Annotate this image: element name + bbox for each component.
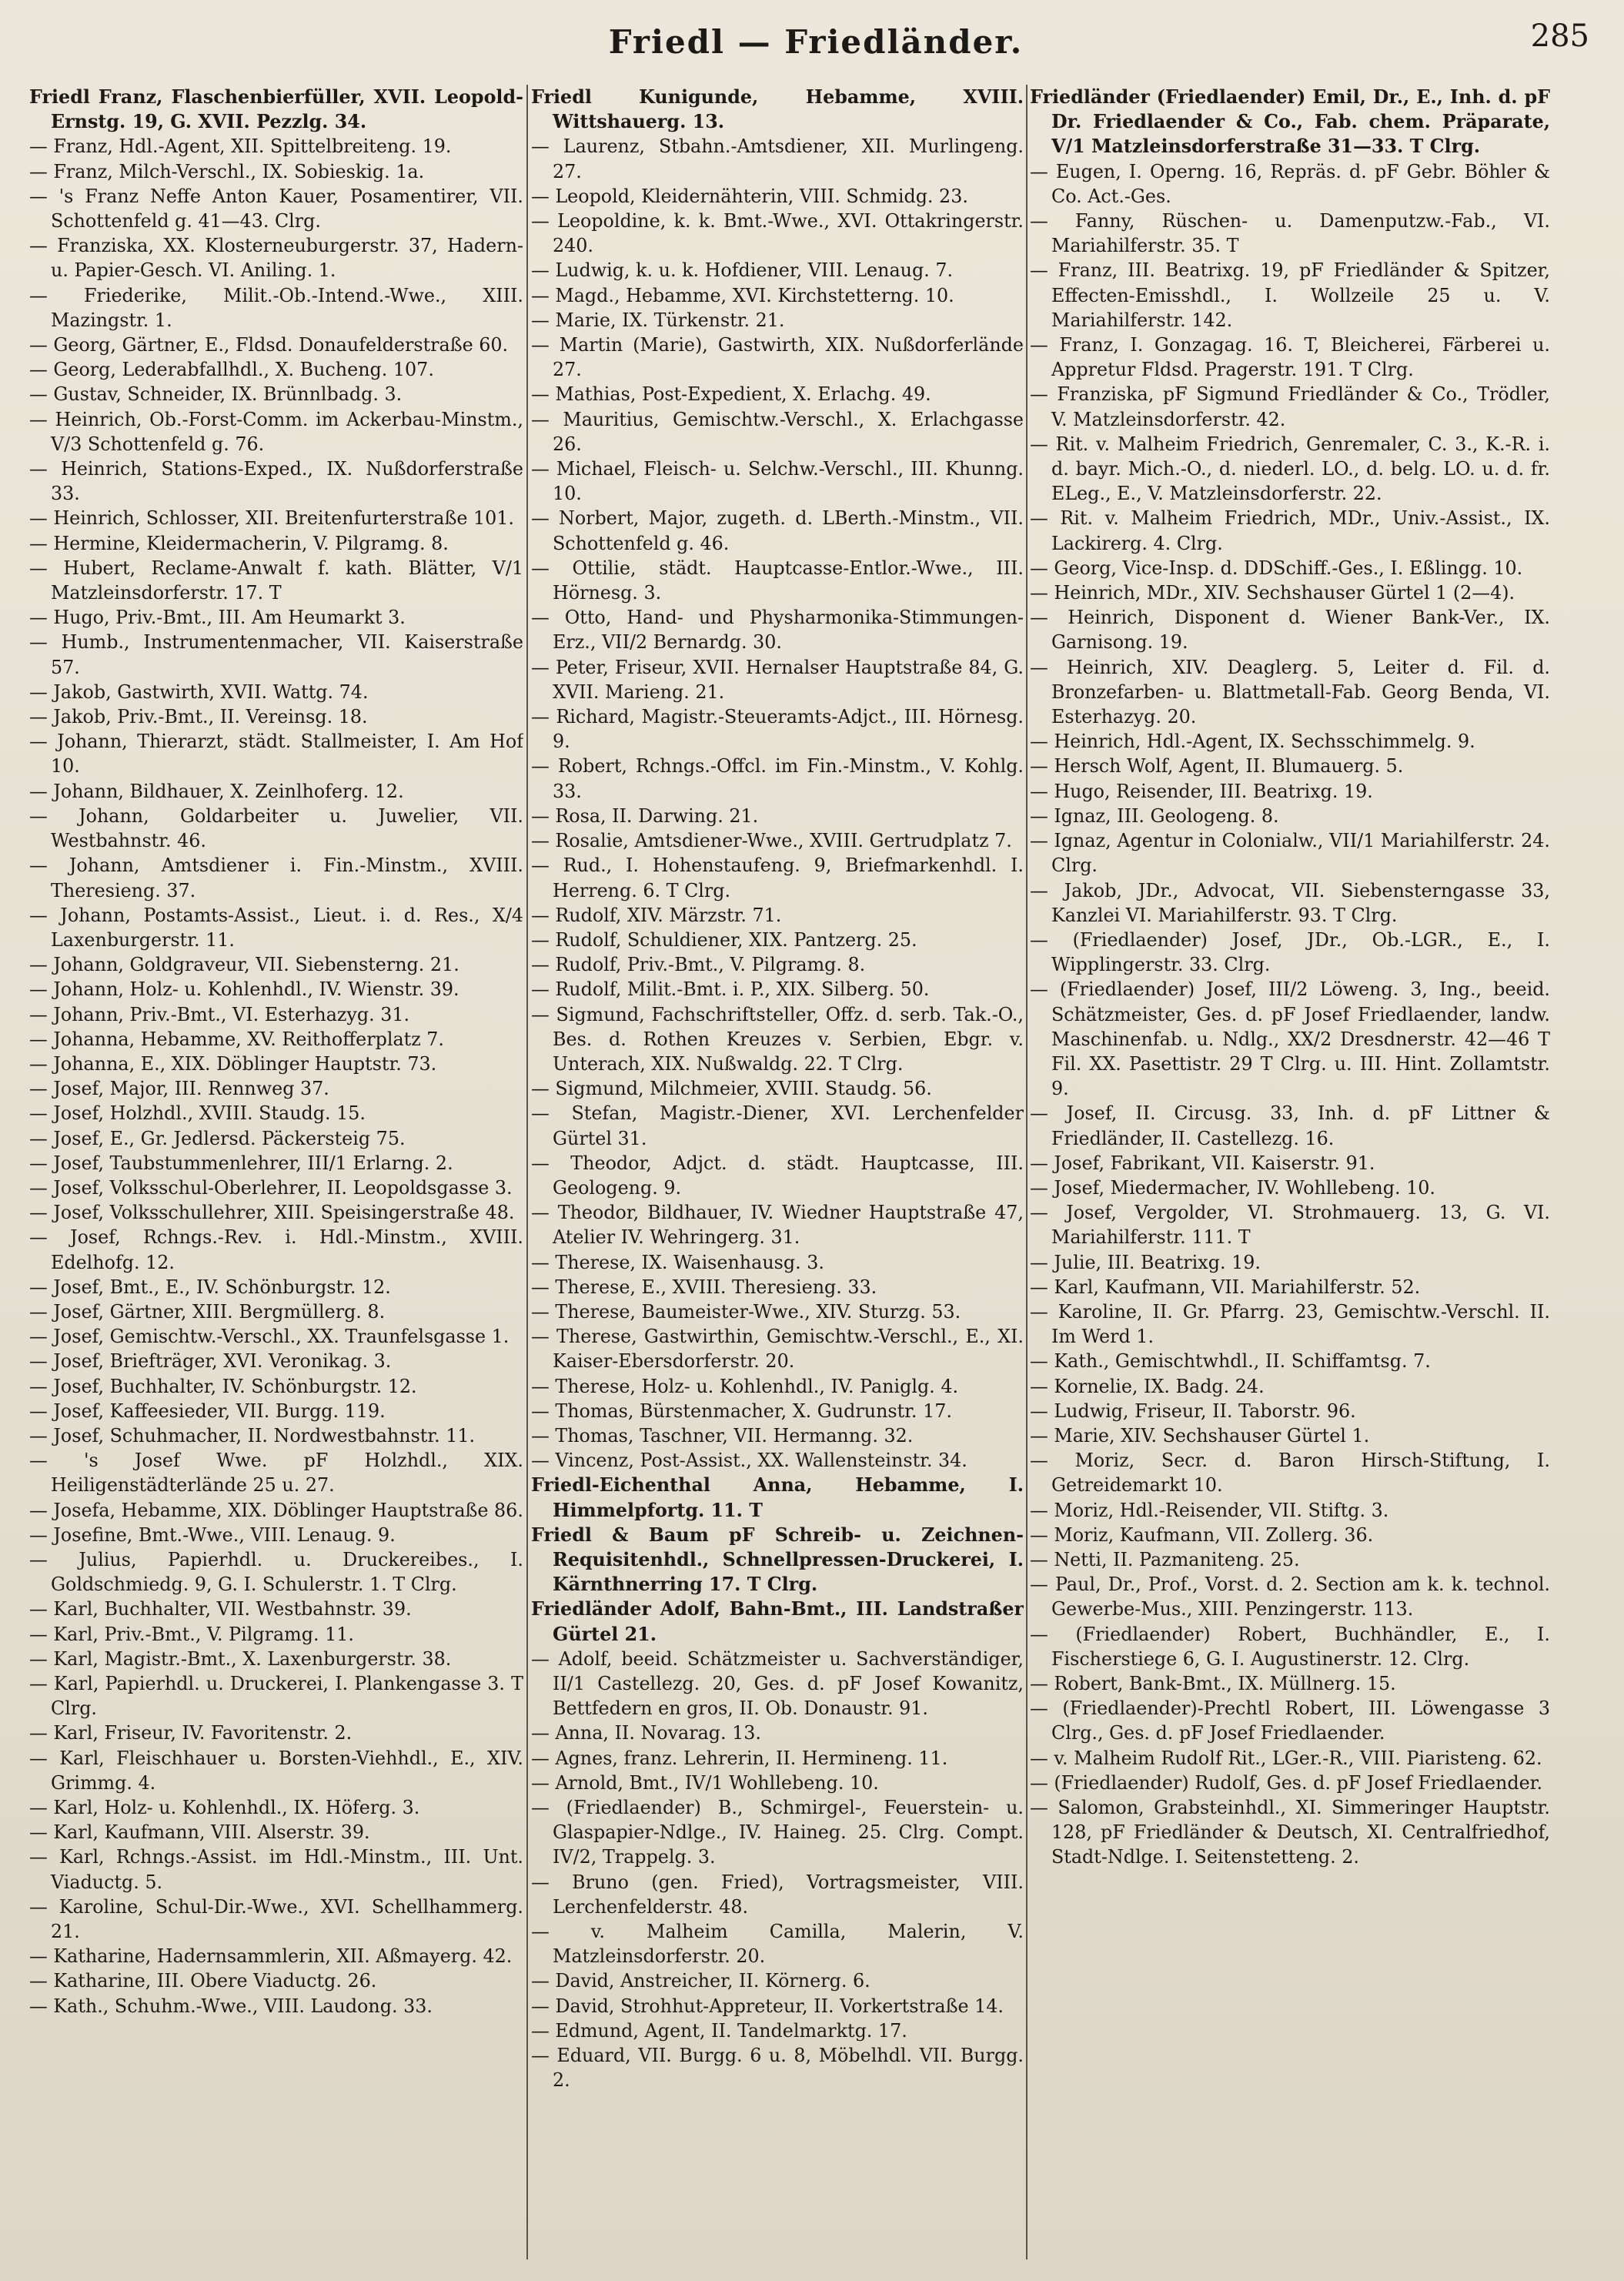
directory-entry: — Johann, Priv.-Bmt., VI. Esterhazyg. 31.: [29, 1003, 410, 1025]
directory-entry: — Georg, Gärtner, E., Fldsd. Donaufelderstraße 60.: [29, 334, 509, 356]
directory-entry: — Johann, Amtsdiener i. Fin.-Minstm., XVIII. Theresieng. 37.: [29, 855, 523, 901]
directory-entry: — Josef, Briefträger, XVI. Veronikag. 3.: [29, 1350, 392, 1373]
directory-entry: — (Friedlaender) Josef, JDr., Ob.-LGR., E., I. Wipplingerstr. 33. Clrg.: [1030, 928, 1550, 976]
directory-entry: — Otto, Hand- und Physharmonika-Stimmungen-Erz., VII/2 Bernardg. 30.: [531, 607, 1024, 654]
directory-entry: — Sigmund, Fachschriftsteller, Offz. d. serb. Tak.-O., Bes. d. Rothen Kreuzes v. Serbien, Ebgr. v. Unterach, XIX. Nußwaldg. 22. T Clrg.: [531, 1003, 1024, 1075]
directory-entry: — Robert, Bank-Bmt., IX. Müllnerg. 15.: [1030, 1673, 1396, 1694]
directory-entry: — v. Malheim Camilla, Malerin, V. Matzleinsdorferstr. 20.: [531, 1921, 1024, 1968]
directory-entry: — Karl, Fleischhauer u. Borsten-Viehhdl., E., XIV. Grimmg. 4.: [29, 1747, 523, 1794]
directory-entry: — Stefan, Magistr.-Diener, XVI. Lerchenfelder Gürtel 31.: [531, 1102, 1024, 1149]
directory-entry: — Josef, Kaffeesieder, VII. Burgg. 119.: [29, 1400, 386, 1422]
directory-entry: — Rit. v. Malheim Friedrich, Genremaler, C. 3., K.-R. i. d. bayr. Mich.-O., d. niederl. LO., d. belg. LO. u. d. fr. ELeg., E., V. Matzleinsdorferstr. 22.: [1030, 433, 1550, 505]
directory-entry: — Edmund, Agent, II. Tandelmarktg. 17.: [531, 2019, 907, 2042]
directory-entry: — Leopoldine, k. k. Bmt.-Wwe., XVI. Ottakringerstr. 240.: [531, 210, 1024, 257]
directory-entry: Friedl Franz, Flaschenbierfüller, XVII. Leopold-Ernstg. 19, G. XVII. Pezzlg. 34.: [29, 86, 523, 133]
directory-entry: — Laurenz, Stbahn.-Amtsdiener, XII. Murlingeng. 27.: [531, 135, 1024, 182]
directory-entry: — Rosalie, Amtsdiener-Wwe., XVIII. Gertrudplatz 7.: [531, 830, 1012, 852]
directory-entry: — Josef, E., Gr. Jedlersd. Päckersteig 75.: [29, 1127, 406, 1149]
directory-entry: — Therese, Holz- u. Kohlenhdl., IV. Paniglg. 4.: [531, 1375, 959, 1397]
directory-entry: — Franz, Milch-Verschl., IX. Sobieskig. 1a.: [29, 160, 425, 182]
directory-entry: Friedl Kunigunde, Hebamme, XVIII. Wittshauerg. 13.: [531, 86, 1024, 133]
directory-entry: — (Friedlaender) Josef, III/2 Löweng. 3, Ing., beeid. Schätzmeister, Ges. d. pF Josef Friedlaender, landw. Maschinenfab. u. Ndlg., XX/2 Dresdnerstr. 42—46 T Fil. XX. Pasettistr. 29 T Clrg. u. III. Hint. Zollamtstr. 9.: [1030, 978, 1550, 1100]
directory-entry: — Josef, Volksschul-Oberlehrer, II. Leopoldsgasse 3.: [29, 1176, 513, 1199]
directory-entry: — Martin (Marie), Gastwirth, XIX. Nußdorferlände 27.: [531, 334, 1024, 381]
directory-entry: — Kath., Schuhm.-Wwe., VIII. Laudong. 33.: [29, 1995, 433, 2017]
directory-entry: — Karl, Buchhalter, VII. Westbahnstr. 39.: [29, 1598, 412, 1620]
directory-entry: — Karl, Friseur, IV. Favoritenstr. 2.: [29, 1722, 353, 1744]
directory-entry: — Kath., Gemischtwhdl., II. Schiffamtsg. 7.: [1030, 1350, 1431, 1373]
directory-entry: — Franziska, pF Sigmund Friedländer & Co., Trödler, V. Matzleinsdorferstr. 42.: [1030, 383, 1550, 430]
directory-entry: — Karl, Priv.-Bmt., V. Pilgramg. 11.: [29, 1623, 354, 1645]
directory-entry: — Rudolf, Priv.-Bmt., V. Pilgramg. 8.: [531, 954, 866, 976]
directory-entry: — Jakob, Priv.-Bmt., II. Vereinsg. 18.: [29, 706, 368, 728]
directory-entry: — Jakob, Gastwirth, XVII. Wattg. 74.: [29, 681, 369, 703]
directory-entry: — Heinrich, Hdl.-Agent, IX. Sechsschimmelg. 9.: [1030, 731, 1475, 753]
directory-entry: — Karl, Papierhdl. u. Druckerei, I. Plankengasse 3. T Clrg.: [29, 1673, 523, 1720]
directory-entry: — Franz, Hdl.-Agent, XII. Spittelbreiteng. 19.: [29, 135, 452, 158]
directory-entry: — Therese, Gastwirthin, Gemischtw.-Verschl., E., XI. Kaiser-Ebersdorferstr. 20.: [531, 1326, 1024, 1373]
directory-entry: — Rudolf, Milit.-Bmt. i. P., XIX. Silberg. 50.: [531, 978, 930, 1001]
directory-entry: — Josef, Fabrikant, VII. Kaiserstr. 91.: [1030, 1152, 1375, 1174]
directory-entry: — Moriz, Kaufmann, VII. Zollerg. 36.: [1030, 1523, 1374, 1546]
column-1: [29, 85, 523, 2263]
directory-entry: — Josef, Holzhdl., XVIII. Staudg. 15.: [29, 1102, 366, 1125]
directory-entry: — Josef, Volksschullehrer, XIII. Speisingerstraße 48.: [29, 1202, 515, 1224]
directory-entry: — Robert, Rchngs.-Offcl. im Fin.-Minstm., V. Kohlg. 33.: [531, 755, 1024, 802]
directory-entry: — Hermine, Kleidermacherin, V. Pilgramg. 8.: [29, 532, 449, 554]
directory-entry: — Josef, Miedermacher, IV. Wohllebeng. 10.: [1030, 1176, 1435, 1199]
directory-entry: — Gustav, Schneider, IX. Brünnlbadg. 3.: [29, 383, 403, 406]
directory-entry: Friedl & Baum pF Schreib- u. Zeichnen-Requisitenhdl., Schnellpressen-Druckerei, I. Kärnthnerring 17. T Clrg.: [531, 1523, 1024, 1596]
directory-entry: — Thomas, Taschner, VII. Hermanng. 32.: [531, 1424, 914, 1447]
directory-entry: — Vincenz, Post-Assist., XX. Wallensteinstr. 34.: [531, 1450, 967, 1472]
directory-entry: — Kornelie, IX. Badg. 24.: [1030, 1375, 1265, 1397]
directory-entry: — Therese, IX. Waisenhausg. 3.: [531, 1251, 824, 1273]
directory-entry: — Franz, I. Gonzagag. 16. T, Bleicherei, Färberei u. Appretur Fldsd. Pragerstr. 191. T Clrg.: [1030, 334, 1550, 381]
directory-entry: — Fanny, Rüschen- u. Damenputzw.-Fab., VI. Mariahilferstr. 35. T: [1030, 210, 1550, 257]
directory-entry: — Josef, Vergolder, VI. Strohmauerg. 13, G. VI. Mariahilferstr. 111. T: [1030, 1202, 1550, 1249]
directory-entry: — Ludwig, k. u. k. Hofdiener, VIII. Lenaug. 7.: [531, 259, 954, 282]
directory-entry: — Salomon, Grabsteinhdl., XI. Simmeringer Hauptstr. 128, pF Friedländer & Deutsch, XI. Centralfriedhof, Stadt-Ndlge. I. Seitenstetteng. 2.: [1030, 1797, 1550, 1868]
directory-entry: — Thomas, Bürstenmacher, X. Gudrunstr. 17.: [531, 1400, 952, 1422]
directory-entry: — Julie, III. Beatrixg. 19.: [1030, 1251, 1261, 1273]
directory-entry: — Josef, II. Circusg. 33, Inh. d. pF Littner & Friedländer, II. Castellezg. 16.: [1030, 1102, 1550, 1149]
directory-entry: — Johann, Thierarzt, städt. Stallmeister, I. Am Hof 10.: [29, 731, 523, 778]
directory-entry: — Moriz, Secr. d. Baron Hirsch-Stiftung, I. Getreidemarkt 10.: [1030, 1450, 1550, 1497]
page-header: [0, 17, 1624, 71]
directory-entry: — Hubert, Reclame-Anwalt f. kath. Blätter, V/1 Matzleinsdorferstr. 17. T: [29, 557, 523, 604]
directory-entry: — Josef, Buchhalter, IV. Schönburgstr. 12.: [29, 1375, 417, 1397]
directory-entry: — (Friedlaender) B., Schmirgel-, Feuerstein- u. Glaspapier-Ndlge., IV. Haineg. 25. Clrg. Compt. IV/2, Trappelg. 3.: [531, 1797, 1024, 1868]
running-head: Friedl — Friedländer.: [608, 23, 1024, 61]
directory-entry: — Karl, Kaufmann, VII. Mariahilferstr. 52.: [1030, 1276, 1421, 1298]
directory-entry: — Theodor, Bildhauer, IV. Wiedner Hauptstraße 47, Atelier IV. Wehringerg. 31.: [531, 1202, 1024, 1249]
directory-entry: — Ottilie, städt. Hauptcasse-Entlor.-Wwe., III. Hörnesg. 3.: [531, 557, 1024, 604]
directory-entry: — Julius, Papierhdl. u. Druckereibes., I. Goldschmiedg. 9, G. I. Schulerstr. 1. T Clrg.: [29, 1548, 523, 1596]
directory-entry: — Heinrich, Stations-Exped., IX. Nußdorferstraße 33.: [29, 458, 523, 505]
directory-entry: — Hugo, Priv.-Bmt., III. Am Heumarkt 3.: [29, 607, 406, 629]
directory-entry: — Marie, IX. Türkenstr. 21.: [531, 309, 785, 331]
directory-entry: — Rudolf, XIV. Märzstr. 71.: [531, 904, 782, 926]
directory-entry: — Georg, Lederabfallhdl., X. Bucheng. 107.: [29, 359, 434, 381]
directory-entry: — Heinrich, Ob.-Forst-Comm. im Ackerbau-Minstm., V/3 Schottenfeld g. 76.: [29, 408, 523, 455]
directory-entry: — Richard, Magistr.-Steueramts-Adjct., III. Hörnesg. 9.: [531, 706, 1024, 753]
column-rule: [526, 85, 528, 2259]
directory-entry: — David, Strohhut-Appreteur, II. Vorkertstraße 14.: [531, 1995, 1004, 2017]
directory-entry: — Agnes, franz. Lehrerin, II. Hermineng. 11.: [531, 1747, 948, 1769]
directory-entry: — Franziska, XX. Klosterneuburgerstr. 37, Hadern- u. Papier-Gesch. VI. Aniling. 1.: [29, 235, 523, 282]
directory-entry: — Karl, Holz- u. Kohlenhdl., IX. Höferg. 3.: [29, 1797, 420, 1819]
directory-entry: — Katharine, III. Obere Viaductg. 26.: [29, 1970, 377, 1992]
directory-entry: — Ludwig, Friseur, II. Taborstr. 96.: [1030, 1400, 1356, 1422]
directory-entry: — Johanna, E., XIX. Döblinger Hauptstr. 73.: [29, 1052, 437, 1075]
directory-entry: — Rudolf, Schuldiener, XIX. Pantzerg. 25.: [531, 928, 917, 951]
directory-entry: — Therese, E., XVIII. Theresieng. 33.: [531, 1276, 877, 1298]
directory-entry: — Paul, Dr., Prof., Vorst. d. 2. Section am k. k. technol. Gewerbe-Mus., XIII. Penzingerstr. 113.: [1030, 1574, 1550, 1620]
directory-entry: — Johann, Holz- u. Kohlenhdl., IV. Wienstr. 39.: [29, 978, 459, 1001]
directory-entry: — Hugo, Reisender, III. Beatrixg. 19.: [1030, 780, 1373, 802]
directory-entry: — Georg, Vice-Insp. d. DDSchiff.-Ges., I. Eßlingg. 10.: [1030, 557, 1523, 579]
directory-entry: — Ignaz, III. Geologeng. 8.: [1030, 804, 1279, 827]
directory-entry: Friedl-Eichenthal Anna, Hebamme, I. Himmelpfortg. 11. T: [531, 1474, 1024, 1521]
directory-entry: — (Friedlaender) Robert, Buchhändler, E., I. Fischerstiege 6, G. I. Augustinerstr. 12. Clrg.: [1030, 1623, 1550, 1670]
directory-entry: — Josefa, Hebamme, XIX. Döblinger Hauptstraße 86.: [29, 1499, 523, 1521]
directory-entry: — Katharine, Hadernsammlerin, XII. Aßmayerg. 42.: [29, 1945, 513, 1968]
directory-entry: — Moriz, Hdl.-Reisender, VII. Stiftg. 3.: [1030, 1499, 1389, 1521]
directory-entry: Friedländer Adolf, Bahn-Bmt., III. Landstraßer Gürtel 21.: [531, 1598, 1024, 1645]
directory-entry: — Eduard, VII. Burgg. 6 u. 8, Möbelhdl. VII. Burgg. 2.: [531, 2045, 1024, 2092]
directory-entry: — Karoline, Schul-Dir.-Wwe., XVI. Schellhammerg. 21.: [29, 1895, 523, 1943]
directory-entry: — Theodor, Adjct. d. städt. Hauptcasse, III. Geologeng. 9.: [531, 1152, 1024, 1199]
directory-entry: — Sigmund, Milchmeier, XVIII. Staudg. 56.: [531, 1078, 932, 1100]
directory-entry: — Heinrich, Disponent d. Wiener Bank-Ver., IX. Garnisong. 19.: [1030, 607, 1550, 654]
directory-entry: — Magd., Hebamme, XVI. Kirchstetterng. 10.: [531, 284, 954, 306]
directory-entry: — Leopold, Kleidernähterin, VIII. Schmidg. 23.: [531, 185, 968, 207]
directory-entry: — Hersch Wolf, Agent, II. Blumauerg. 5.: [1030, 755, 1404, 778]
directory-entry: — Rosa, II. Darwing. 21.: [531, 804, 759, 827]
directory-entry: — Josef, Schuhmacher, II. Nordwestbahnstr. 11.: [29, 1424, 476, 1447]
directory-entry: — Eugen, I. Operng. 16, Repräs. d. pF Gebr. Böhler & Co. Act.-Ges.: [1030, 160, 1550, 207]
directory-entry: — Josef, Bmt., E., IV. Schönburgstr. 12.: [29, 1276, 391, 1298]
directory-entry: — Heinrich, Schlosser, XII. Breitenfurterstraße 101.: [29, 507, 514, 530]
directory-entry: — Karl, Kaufmann, VIII. Alserstr. 39.: [29, 1821, 370, 1844]
directory-entry: — Jakob, JDr., Advocat, VII. Siebensterngasse 33, Kanzlei VI. Mariahilferstr. 93. T Clrg.: [1030, 879, 1550, 926]
directory-entry: — Peter, Friseur, XVII. Hernalser Hauptstraße 84, G. XVII. Marieng. 21.: [531, 656, 1024, 703]
directory-entry: — Friederike, Milit.-Ob.-Intend.-Wwe., XIII. Mazingstr. 1.: [29, 284, 523, 331]
directory-entry: — Norbert, Major, zugeth. d. LBerth.-Minstm., VII. Schottenfeld g. 46.: [531, 507, 1024, 554]
directory-entry: — Johann, Bildhauer, X. Zeinlhoferg. 12.: [29, 780, 404, 802]
directory-entry: — Marie, XIV. Sechshauser Gürtel 1.: [1030, 1424, 1370, 1447]
directory-entry: — Karl, Magistr.-Bmt., X. Laxenburgerstr. 38.: [29, 1647, 452, 1670]
directory-entry: — Anna, II. Novarag. 13.: [531, 1722, 761, 1744]
directory-entry: — 's Franz Neffe Anton Kauer, Posamentirer, VII. Schottenfeld g. 41—43. Clrg.: [29, 185, 523, 232]
directory-entry: — Bruno (gen. Fried), Vortragsmeister, VIII. Lerchenfelderstr. 48.: [531, 1871, 1024, 1918]
directory-entry: — Heinrich, MDr., XIV. Sechshauser Gürtel 1 (2—4).: [1030, 582, 1515, 604]
directory-entry: — Karl, Rchngs.-Assist. im Hdl.-Minstm., III. Unt. Viaductg. 5.: [29, 1846, 523, 1893]
directory-entry: — Josef, Rchngs.-Rev. i. Hdl.-Minstm., XVIII. Edelhofg. 12.: [29, 1226, 523, 1273]
directory-entry: — David, Anstreicher, II. Körnerg. 6.: [531, 1970, 870, 1992]
directory-entry: — Rud., I. Hohenstaufeng. 9, Briefmarkenhdl. I. Herreng. 6. T Clrg.: [531, 855, 1024, 901]
directory-entry: — Mauritius, Gemischtw.-Verschl., X. Erlachgasse 26.: [531, 408, 1024, 455]
directory-entry: — Michael, Fleisch- u. Selchw.-Verschl., III. Khunng. 10.: [531, 458, 1024, 505]
directory-entry: Friedländer (Friedlaender) Emil, Dr., E., Inh. d. pF Dr. Friedlaender & Co., Fab. chem. Präparate, V/1 Matzleinsdorferstraße 31—33. T Clrg.: [1030, 86, 1550, 158]
directory-entry: — Rit. v. Malheim Friedrich, MDr., Univ.-Assist., IX. Lackirerg. 4. Clrg.: [1030, 507, 1550, 554]
directory-entry: — Johann, Goldarbeiter u. Juwelier, VII. Westbahnstr. 46.: [29, 804, 523, 852]
directory-entry: — 's Josef Wwe. pF Holzhdl., XIX. Heiligenstädterlände 25 u. 27.: [29, 1450, 523, 1497]
directory-entry: — Arnold, Bmt., IV/1 Wohllebeng. 10.: [531, 1771, 879, 1794]
directory-entry: — Franz, III. Beatrixg. 19, pF Friedländer & Spitzer, Effecten-Emisshdl., I. Wollzeile 25 u. V. Mariahilferstr. 142.: [1030, 259, 1550, 331]
directory-entry: — Therese, Baumeister-Wwe., XIV. Sturzg. 53.: [531, 1300, 961, 1323]
directory-entry: — Ignaz, Agentur in Colonialw., VII/1 Mariahilferstr. 24. Clrg.: [1030, 830, 1550, 877]
directory-entry: — Josefine, Bmt.-Wwe., VIII. Lenaug. 9.: [29, 1523, 396, 1546]
directory-entry: — Johann, Goldgraveur, VII. Siebensterng. 21.: [29, 954, 459, 976]
directory-entry: — Josef, Gemischtw.-Verschl., XX. Traunfelsgasse 1.: [29, 1326, 510, 1348]
column-2: [531, 85, 1024, 2263]
directory-entry: — Karoline, II. Gr. Pfarrg. 23, Gemischtw.-Verschl. II. Im Werd 1.: [1030, 1300, 1550, 1348]
directory-entry: — Josef, Gärtner, XIII. Bergmüllerg. 8.: [29, 1300, 386, 1323]
page-number: 285: [1530, 18, 1589, 54]
directory-entry: — v. Malheim Rudolf Rit., LGer.-R., VIII. Piaristeng. 62.: [1030, 1747, 1542, 1769]
directory-entry: — Johanna, Hebamme, XV. Reithofferplatz 7.: [29, 1028, 444, 1050]
directory-entry: — Josef, Major, III. Rennweg 37.: [29, 1078, 329, 1100]
directory-entry: — Heinrich, XIV. Deaglerg. 5, Leiter d. Fil. d. Bronzefarben- u. Blattmetall-Fab. Georg Benda, VI. Esterhazyg. 20.: [1030, 656, 1550, 728]
directory-entry: — Humb., Instrumentenmacher, VII. Kaiserstraße 57.: [29, 631, 523, 678]
directory-entry: — Netti, II. Pazmaniteng. 25.: [1030, 1548, 1300, 1570]
column-rule: [1026, 85, 1028, 2259]
directory-entry: — (Friedlaender)-Prechtl Robert, III. Löwengasse 3 Clrg., Ges. d. pF Josef Friedlaender.: [1030, 1697, 1550, 1744]
directory-entry: — Johann, Postamts-Assist., Lieut. i. d. Res., X/4 Laxenburgerstr. 11.: [29, 904, 523, 951]
directory-entry: — Mathias, Post-Expedient, X. Erlachg. 49.: [531, 383, 931, 406]
directory-entry: — Josef, Taubstummenlehrer, III/1 Erlarng. 2.: [29, 1152, 453, 1174]
directory-entry: — (Friedlaender) Rudolf, Ges. d. pF Josef Friedlaender.: [1030, 1771, 1543, 1794]
column-3: [1030, 85, 1550, 2263]
directory-entry: — Adolf, beeid. Schätzmeister u. Sachverständiger, II/1 Castellezg. 20, Ges. d. pF Josef Kowanitz, Bettfedern en gros, II. Ob. Donaustr. 91.: [531, 1647, 1024, 1720]
